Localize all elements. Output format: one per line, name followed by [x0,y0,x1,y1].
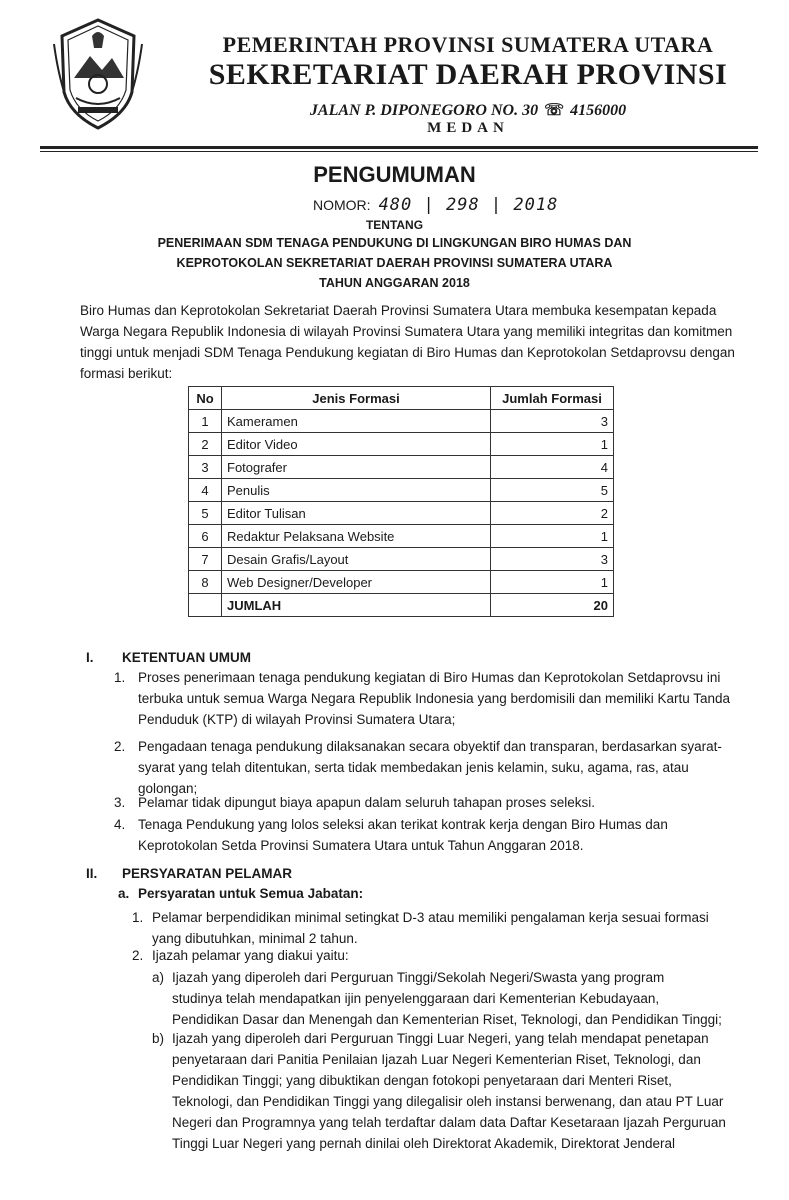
table-row [189,456,614,479]
list-item-line: Pendidikan Dasar dan Menengah dan Kementerian Riset, Teknologi, dan Pendidikan Tinggi; [172,1012,722,1027]
row-jumlah: 3 [491,410,614,433]
letterhead-address-line [168,100,768,120]
row-jumlah: 3 [491,548,614,571]
list-item-number: 4. [114,817,126,832]
row-jenis: Kameramen [222,410,491,433]
list-item-number: 3. [114,795,126,810]
intro-line: formasi berikut: [80,366,173,381]
row-jumlah: 1 [491,433,614,456]
subsection-heading [118,886,718,906]
column-header-jenis: Jenis Formasi [222,387,491,410]
row-no: 3 [189,456,222,479]
list-item-number: 1. [132,910,144,925]
list-item-number: 2. [114,739,126,754]
row-jenis: Redaktur Pelaksana Website [222,525,491,548]
row-jenis: Desain Grafis/Layout [222,548,491,571]
table-row [189,433,614,456]
total-label: JUMLAH [222,594,491,617]
announcement-title: PENGUMUMAN [313,162,476,187]
subsection-title: Persyaratan untuk Semua Jabatan: [138,886,364,901]
list-item-line: Proses penerimaan tenaga pendukung kegiatan di Biro Humas dan Keprotokolan Setdaprovsu ini [138,670,721,685]
intro-paragraph [80,300,735,384]
row-jenis: Web Designer/Developer [222,571,491,594]
announcement-subject-line: TAHUN ANGGARAN 2018 [319,276,470,290]
list-item-line: Pelamar tidak dipungut biaya apapun dalam seluruh tahapan proses seleksi. [138,795,596,810]
intro-line: tinggi untuk menjadi SDM Tenaga Pendukung kegiatan di Biro Humas dan Keprotokolan Setdaprovsu dengan [80,345,735,360]
row-no: 8 [189,571,222,594]
table-row [189,525,614,548]
table-row [189,479,614,502]
column-header-jumlah: Jumlah Formasi [491,387,614,410]
total-value: 20 [491,594,614,617]
list-item [132,945,716,967]
table-header-row [189,387,614,410]
row-jumlah: 1 [491,525,614,548]
list-item [114,667,731,733]
letterhead-phone: 4156000 [570,102,627,119]
list-item-line: penyetaraan dari Panitia Penilaian Ijazah Luar Negeri Kementerian Riset, Teknologi, dan [172,1052,701,1067]
list-item-line: Negeri dan Programnya yang telah terdaftar dalam data Daftar Kesetaraan Ijazah Perguruan [172,1115,726,1130]
row-no: 1 [189,410,222,433]
row-jenis: Penulis [222,479,491,502]
announcement-number [313,195,558,215]
formation-table [188,386,614,617]
announcement-subject-line: PENERIMAAN SDM TENAGA PENDUKUNG DI LINGKUNGAN BIRO HUMAS DAN [157,236,632,250]
list-item-line: Keprotokolan Setda Provinsi Sumatera Utara untuk Tahun Anggaran 2018. [138,838,584,853]
row-jumlah: 4 [491,456,614,479]
list-item-line: terbuka untuk semua Warga Negara Republik Indonesia yang berdomisili dan memiliki Kartu Tanda [138,691,731,706]
table-row [189,548,614,571]
intro-line: Biro Humas dan Keprotokolan Sekretariat Daerah Provinsi Sumatera Utara membuka kesempatan kepada [80,303,717,318]
section-number: I. [86,650,94,665]
list-item-line: Ijazah pelamar yang diakui yaitu: [152,948,349,963]
row-jenis: Editor Video [222,433,491,456]
nomor-label: NOMOR: [313,197,371,213]
government-emblem-logo [52,14,144,134]
list-item-line: Teknologi, dan Pendidikan Tinggi yang dilegalisir oleh instansi berwenang, dan atau PT Luar [172,1094,724,1109]
list-item [114,814,718,858]
list-item [114,792,718,814]
row-no: 6 [189,525,222,548]
list-item-line: golongan; [138,781,198,796]
section-title: KETENTUAN UMUM [122,650,251,665]
list-item-number: 2. [132,948,144,963]
row-jumlah: 2 [491,502,614,525]
list-item [152,1028,726,1160]
letterhead-secretariat: SEKRETARIAT DAERAH PROVINSI [208,58,728,91]
table-row [189,502,614,525]
list-item-line: syarat yang telah ditentukan, serta tidak membedakan jenis kelamin, suku, agama, ras, atau [138,760,689,775]
list-item-letter: b) [152,1031,165,1046]
letterhead-address: JALAN P. DIPONEGORO NO. 30 [309,102,539,119]
table-row [189,571,614,594]
letterhead-divider-thick [40,146,758,149]
list-item-line: Pengadaan tenaga pendukung dilaksanakan secara obyektif dan transparan, berdasarkan syarat- [138,739,722,754]
subsection-letter: a. [118,886,130,901]
nomor-value: 480 | 298 | 2018 [378,195,559,215]
list-item-line: Ijazah yang diperoleh dari Perguruan Tinggi/Sekolah Negeri/Swasta yang program [172,970,665,985]
list-item-line: Tenaga Pendukung yang lolos seleksi akan terikat kontrak kerja dengan Biro Humas dan [138,817,668,832]
row-jumlah: 5 [491,479,614,502]
list-item-line: Tinggi Luar Negeri yang pernah dinilai oleh Direktorat Akademik, Direktorat Jenderal [172,1136,676,1151]
list-item-line: Pelamar berpendidikan minimal setingkat D-3 atau memiliki pengalaman kerja sesuai formasi [152,910,709,925]
table-total-row [189,594,614,617]
column-header-no: No [189,387,222,410]
row-jenis: Fotografer [222,456,491,479]
intro-line: Warga Negara Republik Indonesia di wilayah Provinsi Sumatera Utara yang memiliki integritas dan komitmen [80,324,733,339]
list-item-line: studinya telah mendapatkan ijin penyelenggaraan dari Kementerian Kebudayaan, [172,991,660,1006]
section-number: II. [86,866,98,881]
list-item-line: yang dibutuhkan, minimal 2 tahun. [152,931,358,946]
announcement-tentang: TENTANG [365,218,424,232]
letterhead-divider-thin [40,151,758,152]
section-title: PERSYARATAN PELAMAR [122,866,293,881]
row-jumlah: 1 [491,571,614,594]
row-jenis: Editor Tulisan [222,502,491,525]
list-item-letter: a) [152,970,165,985]
row-no: 4 [189,479,222,502]
total-no-empty [189,594,222,617]
section-heading [86,866,686,886]
table-row [189,410,614,433]
telephone-icon: ☏ [544,102,565,119]
list-item-line: Pendidikan Tinggi; yang dibuktikan dengan fotokopi penyetaraan dari Menteri Riset, [172,1073,672,1088]
letterhead-city: MEDAN [427,120,509,136]
row-no: 2 [189,433,222,456]
row-no: 5 [189,502,222,525]
list-item [152,967,722,1033]
announcement-subject-line: KEPROTOKOLAN SEKRETARIAT DAERAH PROVINSI SUMATERA UTARA [176,256,613,270]
letterhead-government: PEMERINTAH PROVINSI SUMATERA UTARA [222,32,714,57]
list-item-line: Penduduk (KTP) di wilayah Provinsi Sumatera Utara; [138,712,456,727]
list-item-line: Ijazah yang diperoleh dari Perguruan Tinggi Luar Negeri, yang telah mendapat penetapan [172,1031,709,1046]
list-item-number: 1. [114,670,126,685]
row-no: 7 [189,548,222,571]
